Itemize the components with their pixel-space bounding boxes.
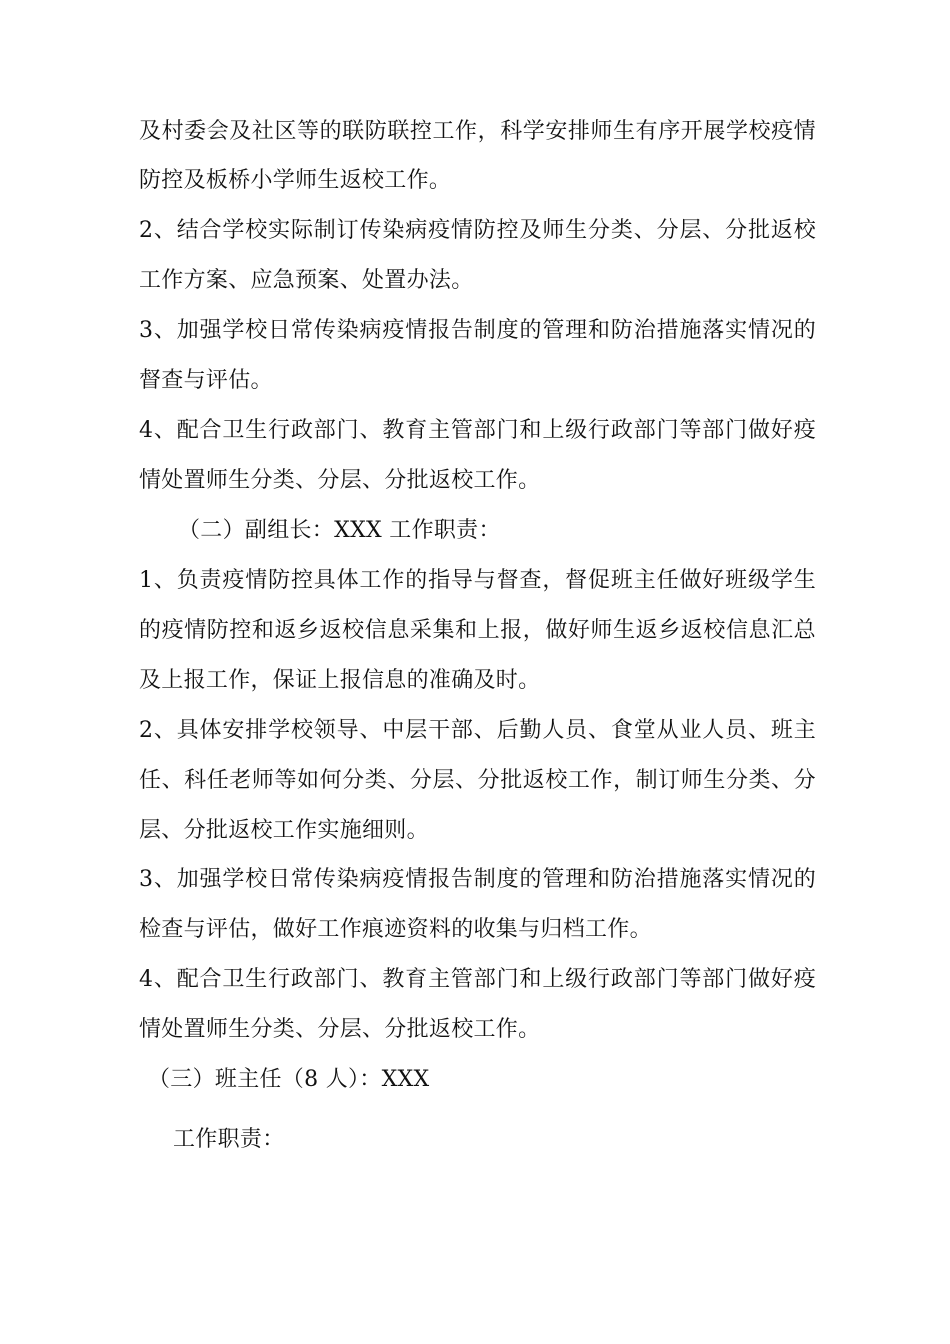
body-line: 工作方案、应急预案、处置办法。 xyxy=(139,268,474,293)
body-line: 及村委会及社区等的联防联控工作，科学安排师生有序开展学校疫情 xyxy=(139,119,816,144)
body-line: 情处置师生分类、分层、分批返校工作。 xyxy=(139,1017,541,1042)
list-item-line: 2、具体安排学校领导、中层干部、后勤人员、食堂从业人员、班主 xyxy=(139,718,816,743)
list-item-line: 4、配合卫生行政部门、教育主管部门和上级行政部门等部门做好疫 xyxy=(139,967,816,992)
body-line: 情处置师生分类、分层、分批返校工作。 xyxy=(139,468,541,493)
body-line: 检查与评估，做好工作痕迹资料的收集与归档工作。 xyxy=(139,917,652,942)
list-item-line: 3、加强学校日常传染病疫情报告制度的管理和防治措施落实情况的 xyxy=(139,318,816,343)
list-item-line: 2、结合学校实际制订传染病疫情防控及师生分类、分层、分批返校 xyxy=(139,218,816,243)
body-line: 任、科任老师等如何分类、分层、分批返校工作，制订师生分类、分 xyxy=(139,768,816,793)
body-line: 及上报工作，保证上报信息的准确及时。 xyxy=(139,668,541,693)
section-heading: （三）班主任（8 人）：XXX xyxy=(148,1067,430,1092)
section-heading: （二）副组长：XXX 工作职责： xyxy=(178,518,501,543)
body-line: 层、分批返校工作实施细则。 xyxy=(139,818,429,843)
list-item-line: 1、负责疫情防控具体工作的指导与督查，督促班主任做好班级学生 xyxy=(139,568,816,593)
list-item-line: 4、配合卫生行政部门、教育主管部门和上级行政部门等部门做好疫 xyxy=(139,418,816,443)
subheading: 工作职责： xyxy=(173,1127,285,1152)
body-line: 防控及板桥小学师生返校工作。 xyxy=(139,168,452,193)
body-line: 督查与评估。 xyxy=(139,368,273,393)
list-item-line: 3、加强学校日常传染病疫情报告制度的管理和防治措施落实情况的 xyxy=(139,867,816,892)
body-line: 的疫情防控和返乡返校信息采集和上报，做好师生返乡返校信息汇总 xyxy=(139,618,816,643)
